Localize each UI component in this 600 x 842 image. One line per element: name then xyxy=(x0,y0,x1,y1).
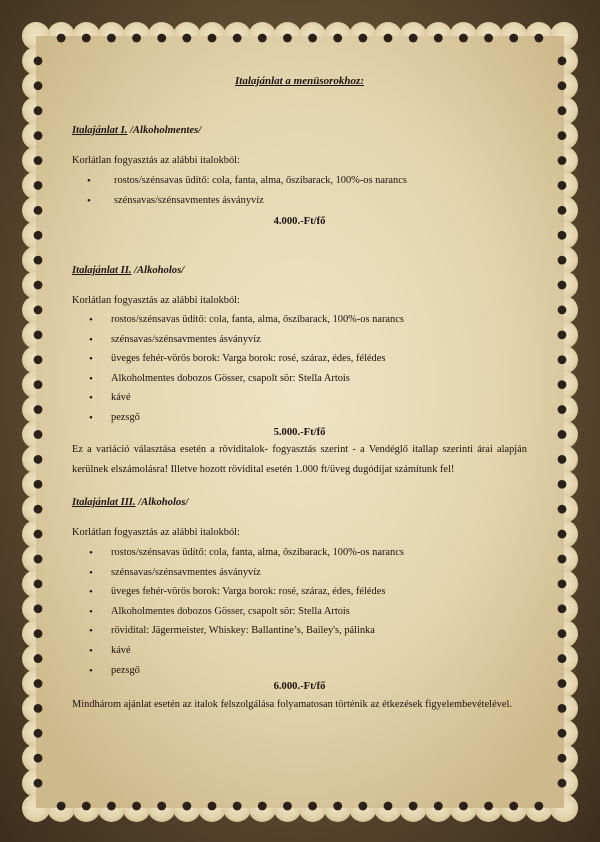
section-3-heading-main: Italajánlat III. xyxy=(72,497,136,508)
border-hole xyxy=(258,34,267,43)
border-hole xyxy=(34,181,43,190)
border-hole xyxy=(459,802,468,811)
border-hole xyxy=(34,430,43,439)
section-1-list xyxy=(72,174,407,213)
border-hole xyxy=(558,579,567,588)
border-hole xyxy=(283,802,292,811)
border-hole xyxy=(384,802,393,811)
border-hole xyxy=(558,281,567,290)
border-hole xyxy=(57,802,66,811)
list-item: • rövidital: Jägermeister, Whiskey: Ballantine’s, Bailey's, pálinka xyxy=(72,624,404,644)
border-hole xyxy=(558,779,567,788)
section-2-heading-main: Italajánlat II. xyxy=(72,265,132,276)
list-item: • rostos/szénsavas üdítő: cola, fanta, alma, őszibarack, 100%-os narancs xyxy=(72,546,404,566)
section-3-price: 6.000.-Ft/fő xyxy=(273,681,326,692)
border-hole xyxy=(233,802,242,811)
section-2-heading-rest: /Alkoholos/ xyxy=(131,265,185,276)
list-item: • pezsgő xyxy=(72,664,404,684)
border-hole xyxy=(132,802,141,811)
border-hole xyxy=(558,57,567,66)
border-hole xyxy=(558,106,567,115)
border-hole xyxy=(34,256,43,265)
border-hole xyxy=(308,802,317,811)
border-hole xyxy=(57,34,66,43)
border-hole xyxy=(34,455,43,464)
border-hole xyxy=(558,505,567,514)
section-3-heading-rest: /Alkoholos/ xyxy=(135,497,189,508)
border-hole xyxy=(34,131,43,140)
border-hole xyxy=(82,802,91,811)
border-hole xyxy=(34,106,43,115)
border-hole xyxy=(434,802,443,811)
list-item: • kávé xyxy=(72,644,404,664)
border-hole xyxy=(182,802,191,811)
border-hole xyxy=(558,380,567,389)
border-hole xyxy=(34,704,43,713)
section-1-price: 4.000.-Ft/fő xyxy=(273,216,326,227)
border-hole xyxy=(558,754,567,763)
border-hole xyxy=(459,34,468,43)
border-hole xyxy=(409,34,418,43)
border-hole xyxy=(107,802,116,811)
border-hole xyxy=(34,555,43,564)
border-hole xyxy=(558,654,567,663)
border-hole xyxy=(333,34,342,43)
border-hole xyxy=(34,81,43,90)
border-hole xyxy=(34,754,43,763)
border-hole xyxy=(208,802,217,811)
border-hole xyxy=(34,654,43,663)
border-hole xyxy=(107,34,116,43)
border-hole xyxy=(484,34,493,43)
border-hole xyxy=(558,604,567,613)
border-hole xyxy=(484,802,493,811)
border-hole xyxy=(558,181,567,190)
list-item: • Alkoholmentes dobozos Gösser, csapolt sör: Stella Artois xyxy=(72,372,404,392)
border-hole xyxy=(558,206,567,215)
border-hole xyxy=(34,330,43,339)
section-2-heading xyxy=(72,264,184,278)
list-item: • rostos/szénsavas üdítő: cola, fanta, alma, őszibarack, 100%-os narancs xyxy=(72,313,404,333)
page-title: Italajánlat a menüsorokhoz: xyxy=(235,75,364,87)
section-1-heading-rest: /Alkoholmentes/ xyxy=(127,125,202,136)
border-hole xyxy=(558,405,567,414)
border-hole xyxy=(358,34,367,43)
section-2-note: Ez a variáció választása esetén a röviditalok- fogyasztás szerint - a Vendéglő itallap szerinti árai alapján kerülnek elszámolásra! Illetve hozott rövidital esetén 1.000 ft/üveg dugódíjat számítunk fel! xyxy=(72,444,527,475)
border-hole xyxy=(34,505,43,514)
border-hole xyxy=(132,34,141,43)
border-hole xyxy=(34,579,43,588)
border-hole xyxy=(34,306,43,315)
border-hole xyxy=(308,34,317,43)
border-hole xyxy=(258,802,267,811)
section-3-intro: Korlátlan fogyasztás az alábbi italokból: xyxy=(72,527,240,538)
border-hole xyxy=(558,306,567,315)
border-hole xyxy=(233,34,242,43)
border-hole xyxy=(34,679,43,688)
border-hole xyxy=(534,802,543,811)
border-hole xyxy=(558,231,567,240)
list-item: • kávé xyxy=(72,391,404,411)
list-item: • rostos/szénsavas üdítő: cola, fanta, alma, őszibarack, 100%-os narancs xyxy=(72,174,407,194)
list-item: • szénsavas/szénsavmentes ásványvíz xyxy=(72,333,404,353)
section-2-price: 5.000.-Ft/fő xyxy=(273,427,326,438)
section-2-intro: Korlátlan fogyasztás az alábbi italokból: xyxy=(72,295,240,306)
border-hole xyxy=(384,34,393,43)
border-hole xyxy=(34,779,43,788)
section-1-heading xyxy=(72,124,201,138)
border-hole xyxy=(34,281,43,290)
border-hole xyxy=(34,405,43,414)
list-item: • pezsgő xyxy=(72,411,404,431)
border-hole xyxy=(34,57,43,66)
list-item: • szénsavas/szénsavmentes ásványvíz xyxy=(72,194,407,214)
border-hole xyxy=(558,430,567,439)
border-hole xyxy=(333,802,342,811)
border-hole xyxy=(182,34,191,43)
border-hole xyxy=(434,34,443,43)
border-hole xyxy=(409,802,418,811)
section-3-list xyxy=(72,546,404,683)
border-hole xyxy=(283,34,292,43)
border-hole xyxy=(558,330,567,339)
border-hole xyxy=(558,81,567,90)
border-hole xyxy=(34,530,43,539)
border-hole xyxy=(558,729,567,738)
border-hole xyxy=(34,604,43,613)
border-hole xyxy=(34,231,43,240)
border-hole xyxy=(534,34,543,43)
border-hole xyxy=(34,729,43,738)
border-hole xyxy=(157,802,166,811)
border-hole xyxy=(34,156,43,165)
list-item: • üveges fehér-vörös borok: Varga borok: rosé, száraz, édes, félédes xyxy=(72,352,404,372)
border-hole xyxy=(558,704,567,713)
border-hole xyxy=(558,480,567,489)
border-hole xyxy=(358,802,367,811)
border-hole xyxy=(558,679,567,688)
border-hole xyxy=(509,34,518,43)
border-hole xyxy=(558,555,567,564)
border-hole xyxy=(558,530,567,539)
list-item: • Alkoholmentes dobozos Gösser, csapolt sör: Stella Artois xyxy=(72,605,404,625)
section-3-note: Mindhárom ajánlat esetén az italok felszolgálása folyamatosan történik az étkezések figyelembevételével. xyxy=(72,699,512,710)
section-1-intro: Korlátlan fogyasztás az alábbi italokból: xyxy=(72,155,240,166)
border-hole xyxy=(208,34,217,43)
border-hole xyxy=(558,256,567,265)
section-1-heading-main: Italajánlat I. xyxy=(72,125,128,136)
border-hole xyxy=(34,355,43,364)
border-hole xyxy=(34,629,43,638)
list-item: • üveges fehér-vörös borok: Varga borok: rosé, száraz, édes, félédes xyxy=(72,585,404,605)
border-hole xyxy=(157,34,166,43)
border-hole xyxy=(82,34,91,43)
border-hole xyxy=(34,480,43,489)
section-2-list xyxy=(72,313,404,431)
border-hole xyxy=(558,131,567,140)
border-hole xyxy=(558,156,567,165)
border-hole xyxy=(34,380,43,389)
section-3-heading xyxy=(72,496,188,510)
border-hole xyxy=(558,455,567,464)
border-hole xyxy=(34,206,43,215)
border-hole xyxy=(558,355,567,364)
border-hole xyxy=(558,629,567,638)
list-item: • szénsavas/szénsavmentes ásványvíz xyxy=(72,566,404,586)
border-hole xyxy=(509,802,518,811)
